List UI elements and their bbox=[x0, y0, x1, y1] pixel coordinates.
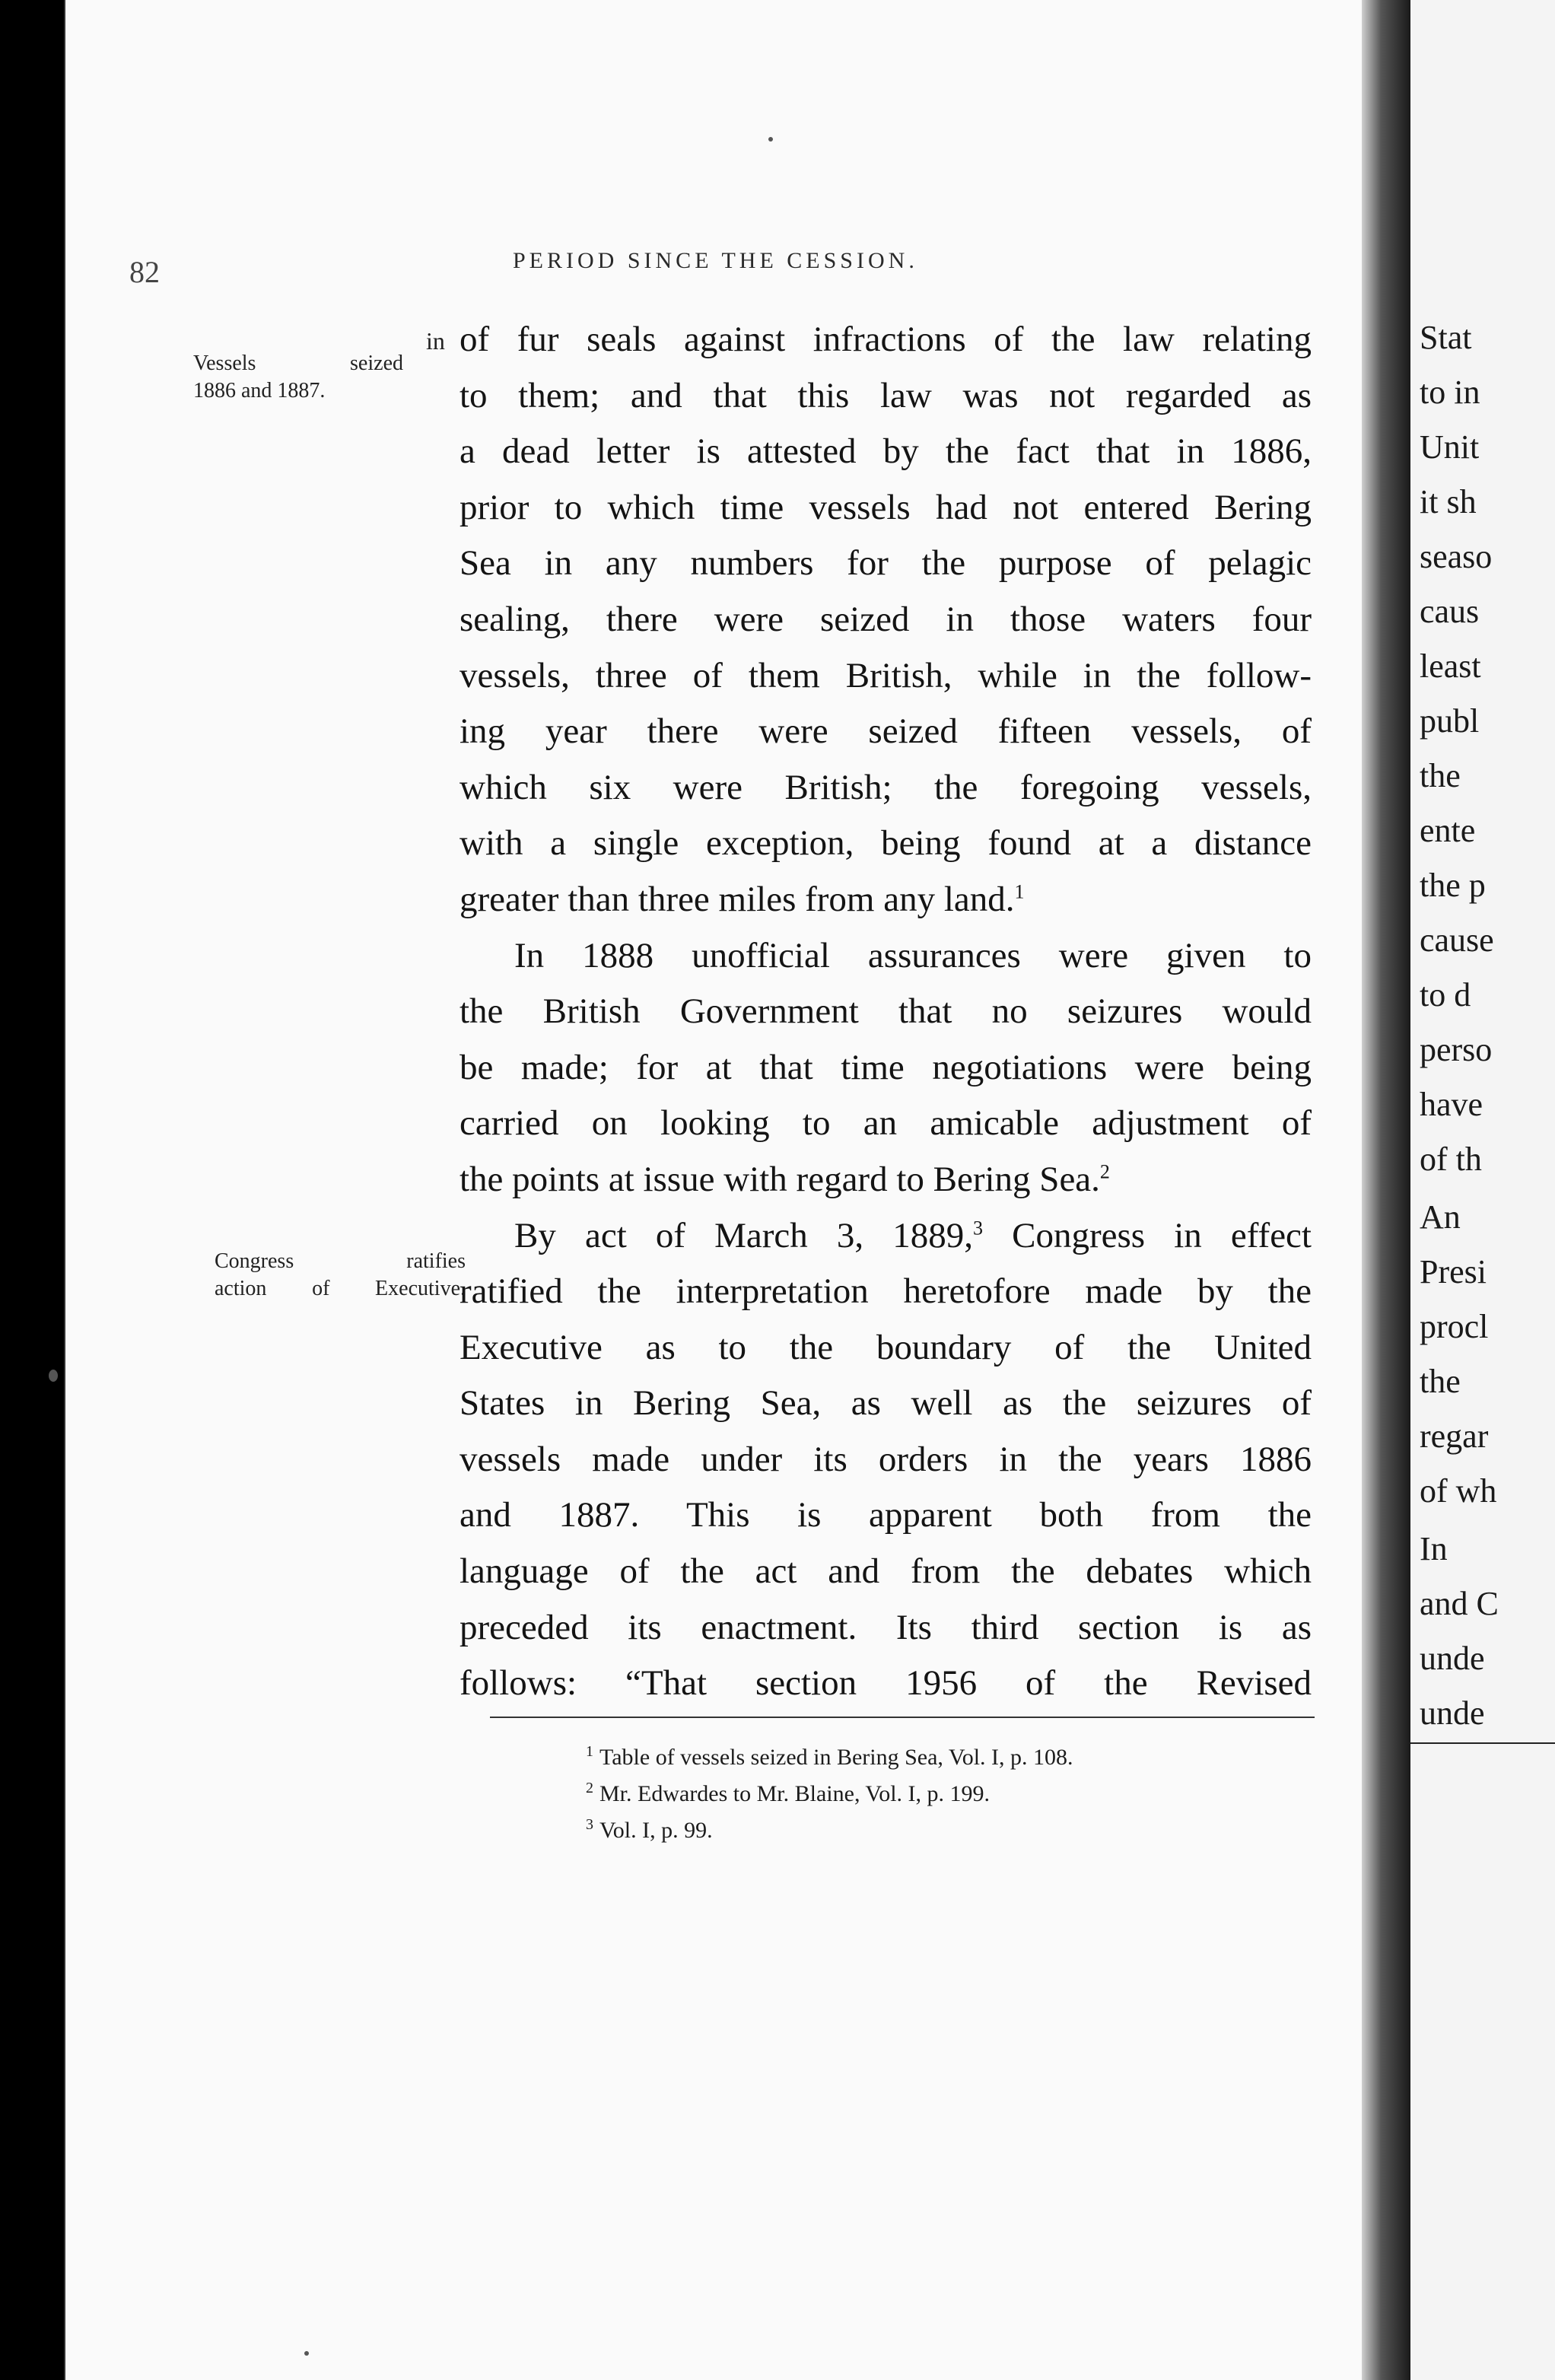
body-line: language of the act and from the debates which bbox=[460, 1551, 1312, 1592]
facing-page-fragment: caus bbox=[1420, 593, 1480, 630]
facing-page-fragment: An bbox=[1420, 1198, 1461, 1236]
book-spine bbox=[1362, 0, 1410, 2380]
facing-page-fragment: of wh bbox=[1420, 1472, 1497, 1510]
facing-page-fragment: unde bbox=[1420, 1694, 1485, 1732]
body-line: Executive as to the boundary of the United bbox=[460, 1327, 1312, 1367]
body-line: ratified the interpretation heretofore made by the bbox=[460, 1271, 1312, 1312]
sidenote-line: 1886 and 1887. bbox=[193, 379, 326, 402]
footnote-text: Table of vessels seized in Bering Sea, Vol. I, p. 108. bbox=[599, 1745, 1073, 1770]
body-line: the British Government that no seizures would bbox=[460, 991, 1312, 1032]
footnote-mark: 1 bbox=[586, 1743, 593, 1760]
body-line: which six were British; the foregoing vessels, bbox=[460, 767, 1312, 807]
body-line: In 1888 unofficial assurances were given to bbox=[514, 935, 1312, 975]
facing-page-fragment: regar bbox=[1420, 1418, 1489, 1455]
facing-page-fragment: to in bbox=[1420, 374, 1480, 411]
sidenote-line: action of Executive. bbox=[215, 1277, 466, 1300]
facing-page-fragment: Stat bbox=[1420, 319, 1472, 356]
body-line: sealing, there were seized in those waters four bbox=[460, 599, 1312, 639]
body-line: and 1887. This is apparent both from the bbox=[460, 1495, 1312, 1535]
footnote-ref: 2 bbox=[1099, 1160, 1110, 1183]
facing-page-fragment: of th bbox=[1420, 1141, 1482, 1178]
facing-page-fragment: publ bbox=[1420, 702, 1480, 740]
facing-page-fragment: to d bbox=[1420, 976, 1471, 1013]
body-line-text: greater than three miles from any land. bbox=[460, 879, 1015, 919]
sidenote-line: Congress ratifies bbox=[215, 1249, 466, 1273]
facing-page-fragment: the p bbox=[1420, 867, 1486, 904]
sidenote-line: Vessels seized bbox=[193, 352, 403, 375]
facing-page-fragment: unde bbox=[1420, 1640, 1485, 1677]
body-line-text: By act of March 3, 1889, bbox=[514, 1215, 974, 1255]
body-line: carried on looking to an amicable adjustment of bbox=[460, 1103, 1312, 1144]
facing-page-fragment: Presi bbox=[1420, 1253, 1487, 1290]
footnote-text: Vol. I, p. 99. bbox=[599, 1818, 713, 1843]
footnote-rule bbox=[490, 1717, 1315, 1718]
body-line: States in Bering Sea, as well as the seizures of bbox=[460, 1383, 1312, 1424]
facing-page-fragment: seaso bbox=[1420, 538, 1493, 575]
body-line: a dead letter is attested by the fact that in 1886, bbox=[460, 431, 1312, 472]
footnote bbox=[586, 1773, 1073, 1809]
body-line: Sea in any numbers for the purpose of pelagic bbox=[460, 543, 1312, 584]
body-line bbox=[460, 1152, 1312, 1208]
facing-page-fragment: the bbox=[1420, 1363, 1461, 1400]
sidenote-congress-ratifies bbox=[215, 1248, 466, 1303]
body-line: ing year there were seized fifteen vessels, of bbox=[460, 711, 1312, 752]
page-number: 82 bbox=[129, 255, 160, 289]
facing-page-fragment: it sh bbox=[1420, 483, 1477, 520]
body-line: be made; for at that time negotiations were being bbox=[460, 1047, 1312, 1087]
body-line bbox=[460, 872, 1312, 928]
footnote bbox=[586, 1736, 1073, 1773]
body-line: prior to which time vessels had not entered Bering bbox=[460, 487, 1312, 527]
scan-speck bbox=[768, 137, 773, 142]
sidenote-vessels-seized bbox=[193, 350, 403, 405]
scan-speck bbox=[49, 1370, 58, 1382]
body-line: preceded its enactment. Its third section is as bbox=[460, 1607, 1312, 1647]
body-line-text: Congress in effect bbox=[983, 1215, 1312, 1255]
body-line: vessels, three of them British, while in the follow- bbox=[460, 655, 1312, 695]
body-line: follows: “That section 1956 of the Revised bbox=[460, 1663, 1312, 1704]
running-head: PERIOD SINCE THE CESSION. bbox=[513, 248, 918, 273]
body-line bbox=[460, 1208, 1312, 1265]
body-text bbox=[460, 312, 1312, 1712]
footnote-text: Mr. Edwardes to Mr. Blaine, Vol. I, p. 199. bbox=[599, 1781, 991, 1806]
facing-page-fragment: perso bbox=[1420, 1031, 1493, 1068]
body-line: to them; and that this law was not regarded as bbox=[460, 375, 1312, 415]
body-line: vessels made under its orders in the years 1886 bbox=[460, 1439, 1312, 1479]
facing-page-fragment: least bbox=[1420, 648, 1481, 685]
scan-speck bbox=[304, 2351, 309, 2356]
sidenote-lead-in: in bbox=[426, 327, 445, 355]
facing-page-fragment: and C bbox=[1420, 1585, 1499, 1622]
body-line: of fur seals against infractions of the law relating bbox=[460, 320, 1312, 359]
facing-page-fragment: the bbox=[1420, 757, 1461, 794]
facing-page-fragment: have bbox=[1420, 1086, 1483, 1123]
footnote-ref: 3 bbox=[973, 1216, 984, 1239]
facing-page-fragment: In bbox=[1420, 1530, 1448, 1567]
footnote-mark: 2 bbox=[586, 1780, 593, 1796]
footnote-mark: 3 bbox=[586, 1816, 593, 1833]
facing-page-fragment: cause bbox=[1420, 921, 1494, 959]
body-line-text: the points at issue with regard to Bering Sea. bbox=[460, 1159, 1100, 1199]
footnote bbox=[586, 1809, 1073, 1846]
footnotes bbox=[586, 1736, 1073, 1846]
facing-page-rule bbox=[1410, 1742, 1555, 1744]
footnote-ref: 1 bbox=[1014, 880, 1025, 903]
facing-page-fragment: procl bbox=[1420, 1308, 1489, 1345]
facing-page bbox=[1410, 0, 1555, 2380]
facing-page-fragment: ente bbox=[1420, 812, 1476, 849]
facing-page-fragment: Unit bbox=[1420, 428, 1480, 466]
body-line: with a single exception, being found at a distance bbox=[460, 823, 1312, 864]
